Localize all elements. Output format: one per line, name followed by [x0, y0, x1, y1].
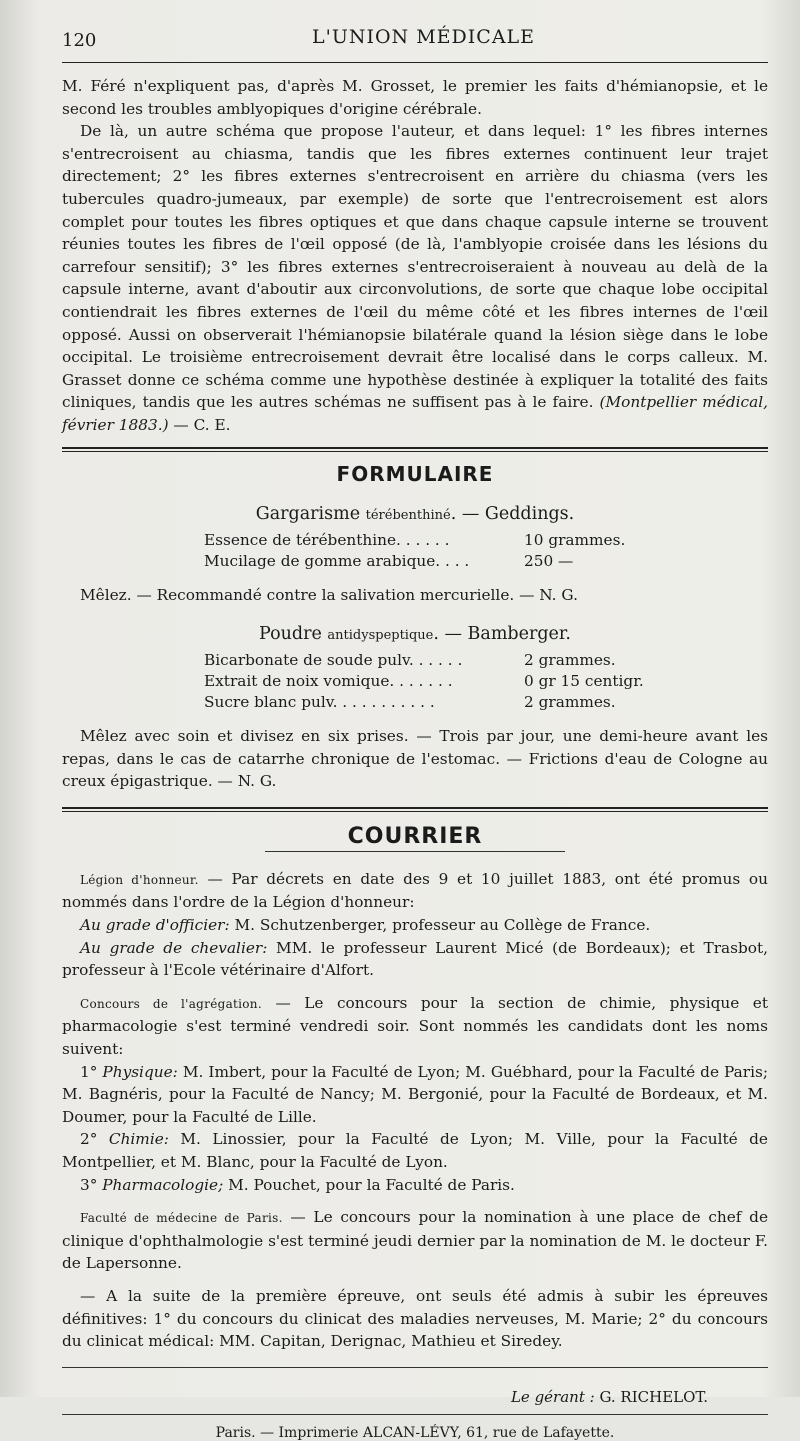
faculte-paragraph: [62, 1206, 768, 1275]
ingredient: Essence de térébenthine. . . . . .: [204, 530, 450, 549]
recipe-row: [204, 551, 644, 572]
chevalier-paragraph: [62, 937, 768, 982]
ingredient: Mucilage de gomme arabique. . . .: [204, 551, 470, 570]
pharma-label: Pharmacologie;: [102, 1175, 224, 1194]
quantity: 250 —: [524, 551, 574, 570]
section-divider: [62, 447, 768, 452]
running-head: [62, 24, 768, 62]
pharma-prefix: 3°: [80, 1175, 103, 1194]
chimie-label: Chimie:: [108, 1130, 169, 1149]
recipe-1-title-b: térébenthiné: [365, 507, 451, 523]
quantity: 0 gr 15 centigr.: [524, 672, 644, 691]
recipe-1-title-a: Gargarisme: [255, 503, 366, 524]
physique-prefix: 1°: [80, 1062, 103, 1081]
agregation-label: Concours de l'agrégation.: [80, 996, 262, 1011]
faculte-text: — Le concours pour la nomination à une place de chef de clinique d'ophthalmologie s'est terminé jeudi dernier par la nomination de M. le docteur F. de Lapersonne.: [62, 1208, 769, 1273]
page-content: [62, 24, 768, 1441]
printer-line: Paris. — Imprimerie ALCAN-LÉVY, 61, rue de Lafayette.: [215, 1424, 615, 1441]
recipe-row: [204, 650, 644, 671]
courrier-underline: [265, 851, 565, 852]
quantity: 2 grammes.: [524, 651, 616, 670]
recipe-row: [204, 530, 644, 551]
intro-paragraph-1: M. Féré n'expliquent pas, d'après M. Grosset, le premier les faits d'hémianopsie, et le second les troubles amblyopiques d'origine cérébrale.: [62, 77, 768, 118]
physique-paragraph: [62, 1061, 768, 1129]
chimie-paragraph: [62, 1128, 768, 1173]
legion-label: Légion d'honneur.: [80, 872, 199, 887]
pharma-text: M. Pouchet, pour la Faculté de Paris.: [223, 1175, 515, 1194]
physique-text: M. Imbert, pour la Faculté de Lyon; M. Guébhard, pour la Faculté de Paris; M. Bagnéris, pour la Faculté de Nancy; M. Bergonié, pour la Faculté de Bordeaux, et M. Doumer, pour la Faculté de Lille.: [62, 1062, 768, 1126]
agregation-paragraph: [62, 992, 768, 1061]
recipe-1-title: [62, 504, 768, 524]
recipe-2-title-a: Poudre: [259, 624, 328, 645]
chevalier-label: Au grade de chevalier:: [80, 938, 268, 957]
intro-source: (Montpellier médical, février 1883.): [62, 393, 768, 434]
officier-label: Au grade d'officier:: [80, 916, 230, 935]
recipe-2-ingredients: [204, 650, 644, 713]
intro-paragraph-2: [62, 120, 768, 436]
officier-text: M. Schutzenberger, professeur au Collège de France.: [229, 916, 651, 935]
footer-rule-bottom: [62, 1414, 768, 1415]
gerant-name: G. RICHELOT.: [599, 1387, 708, 1406]
header-rule: [62, 62, 768, 63]
ingredient: Sucre blanc pulv. . . . . . . . . . .: [204, 693, 435, 712]
formulaire-title: FORMULAIRE: [336, 461, 494, 486]
legion-text: — Par décrets en date des 9 et 10 juillet 1883, ont été promus ou nommés dans l'ordre de la Légion d'honneur:: [62, 869, 768, 912]
recipe-2-title: [62, 624, 768, 644]
officier-paragraph: [62, 914, 768, 937]
chevalier-text: MM. le professeur Laurent Micé (de Bordeaux); et Trasbot, professeur à l'Ecole vétérinaire d'Alfort.: [62, 938, 768, 980]
chimie-prefix: 2°: [80, 1130, 109, 1149]
recipe-1-note: Mêlez. — Recommandé contre la salivation mercurielle. — N. G.: [80, 585, 578, 604]
faculte-label: Faculté de médecine de Paris.: [80, 1211, 283, 1226]
gerant-label: Le gérant :: [510, 1387, 600, 1406]
recipe-row: [204, 692, 644, 713]
recipe-row: [204, 671, 644, 692]
journal-title: L'UNION MÉDICALE: [312, 26, 536, 48]
intro-paragraph-2-text: De là, un autre schéma que propose l'auteur, et dans lequel: 1° les fibres internes s'entrecroisent au chiasma, tandis que les fibres externes continuent leur trajet directement; 2° les fibres externes s'entrecroisent en arrière du chiasma (vers les tubercules quadro-jumeaux, par exemple) de sorte que l'entrecroisement est alors complet pour toutes les fibres optiques et que dans chaque capsule interne se trouvent réunies toutes les fibres de l'œil opposé (de là, l'amblyopie croisée dans les lésions du carrefour sensitif); 3° les fibres externes s'entrecroiseraient à nouveau au delà de la capsule interne, avant d'aboutir aux circonvolutions, de sorte que chaque lobe occipital contiendrait les fibres externes de l'œil du même côté et les fibres internes de l'œil opposé. Aussi on observerait l'hémianopsie bilatérale quand la lésion siège dans le lobe occipital. Le troisième entrecroisement devrait être localisé dans le corps calleux. M. Grasset donne ce schéma comme une hypothèse destinée à expliquer la totalité des faits cliniques, tandis que les autres schémas ne suffisent pas à le faire.: [62, 122, 768, 412]
quantity: 10 grammes.: [524, 530, 626, 549]
page-number: 120: [62, 30, 97, 51]
pharma-paragraph: [62, 1174, 768, 1197]
recipe-1-title-c: . — Geddings.: [450, 503, 575, 524]
footer-rule-top: [62, 1367, 768, 1368]
epreuve-paragraph: — A la suite de la première épreuve, ont seuls été admis à subir les épreuves définitives: 1° du concours du clinicat des maladies nerveuses, M. Marie; 2° du concours du clinicat médical: MM. Capitan, Derignac, Mathieu et Siredey.: [62, 1286, 768, 1351]
recipe-2-note: Mêlez avec soin et divisez en six prises. — Trois par jour, une demi-heure avant les repas, dans le cas de catarrhe chronique de l'estomac. — Frictions d'eau de Cologne au creux épigastrique. — N. G.: [62, 727, 768, 791]
legion-paragraph: [62, 868, 768, 914]
courrier-title: COURRIER: [347, 823, 483, 849]
chimie-text: M. Linossier, pour la Faculté de Lyon; M. Ville, pour la Faculté de Montpellier, et M. Blanc, pour la Faculté de Lyon.: [62, 1130, 768, 1171]
ingredient: Bicarbonate de soude pulv. . . . . .: [204, 651, 463, 670]
recipe-2-title-c: . — Bamberger.: [433, 624, 571, 645]
section-divider: [62, 807, 768, 812]
intro-signature: — C. E.: [168, 415, 231, 434]
physique-label: Physique:: [102, 1062, 178, 1081]
agregation-text: — Le concours pour la section de chimie, physique et pharmacologie s'est terminé vendredi soir. Sont nommés les candidats dont les noms suivent:: [62, 993, 768, 1059]
recipe-2-title-b: antidyspeptique: [327, 628, 434, 644]
quantity: 2 grammes.: [524, 693, 616, 712]
recipe-1-ingredients: [204, 530, 644, 572]
ingredient: Extrait de noix vomique. . . . . . .: [204, 672, 453, 691]
